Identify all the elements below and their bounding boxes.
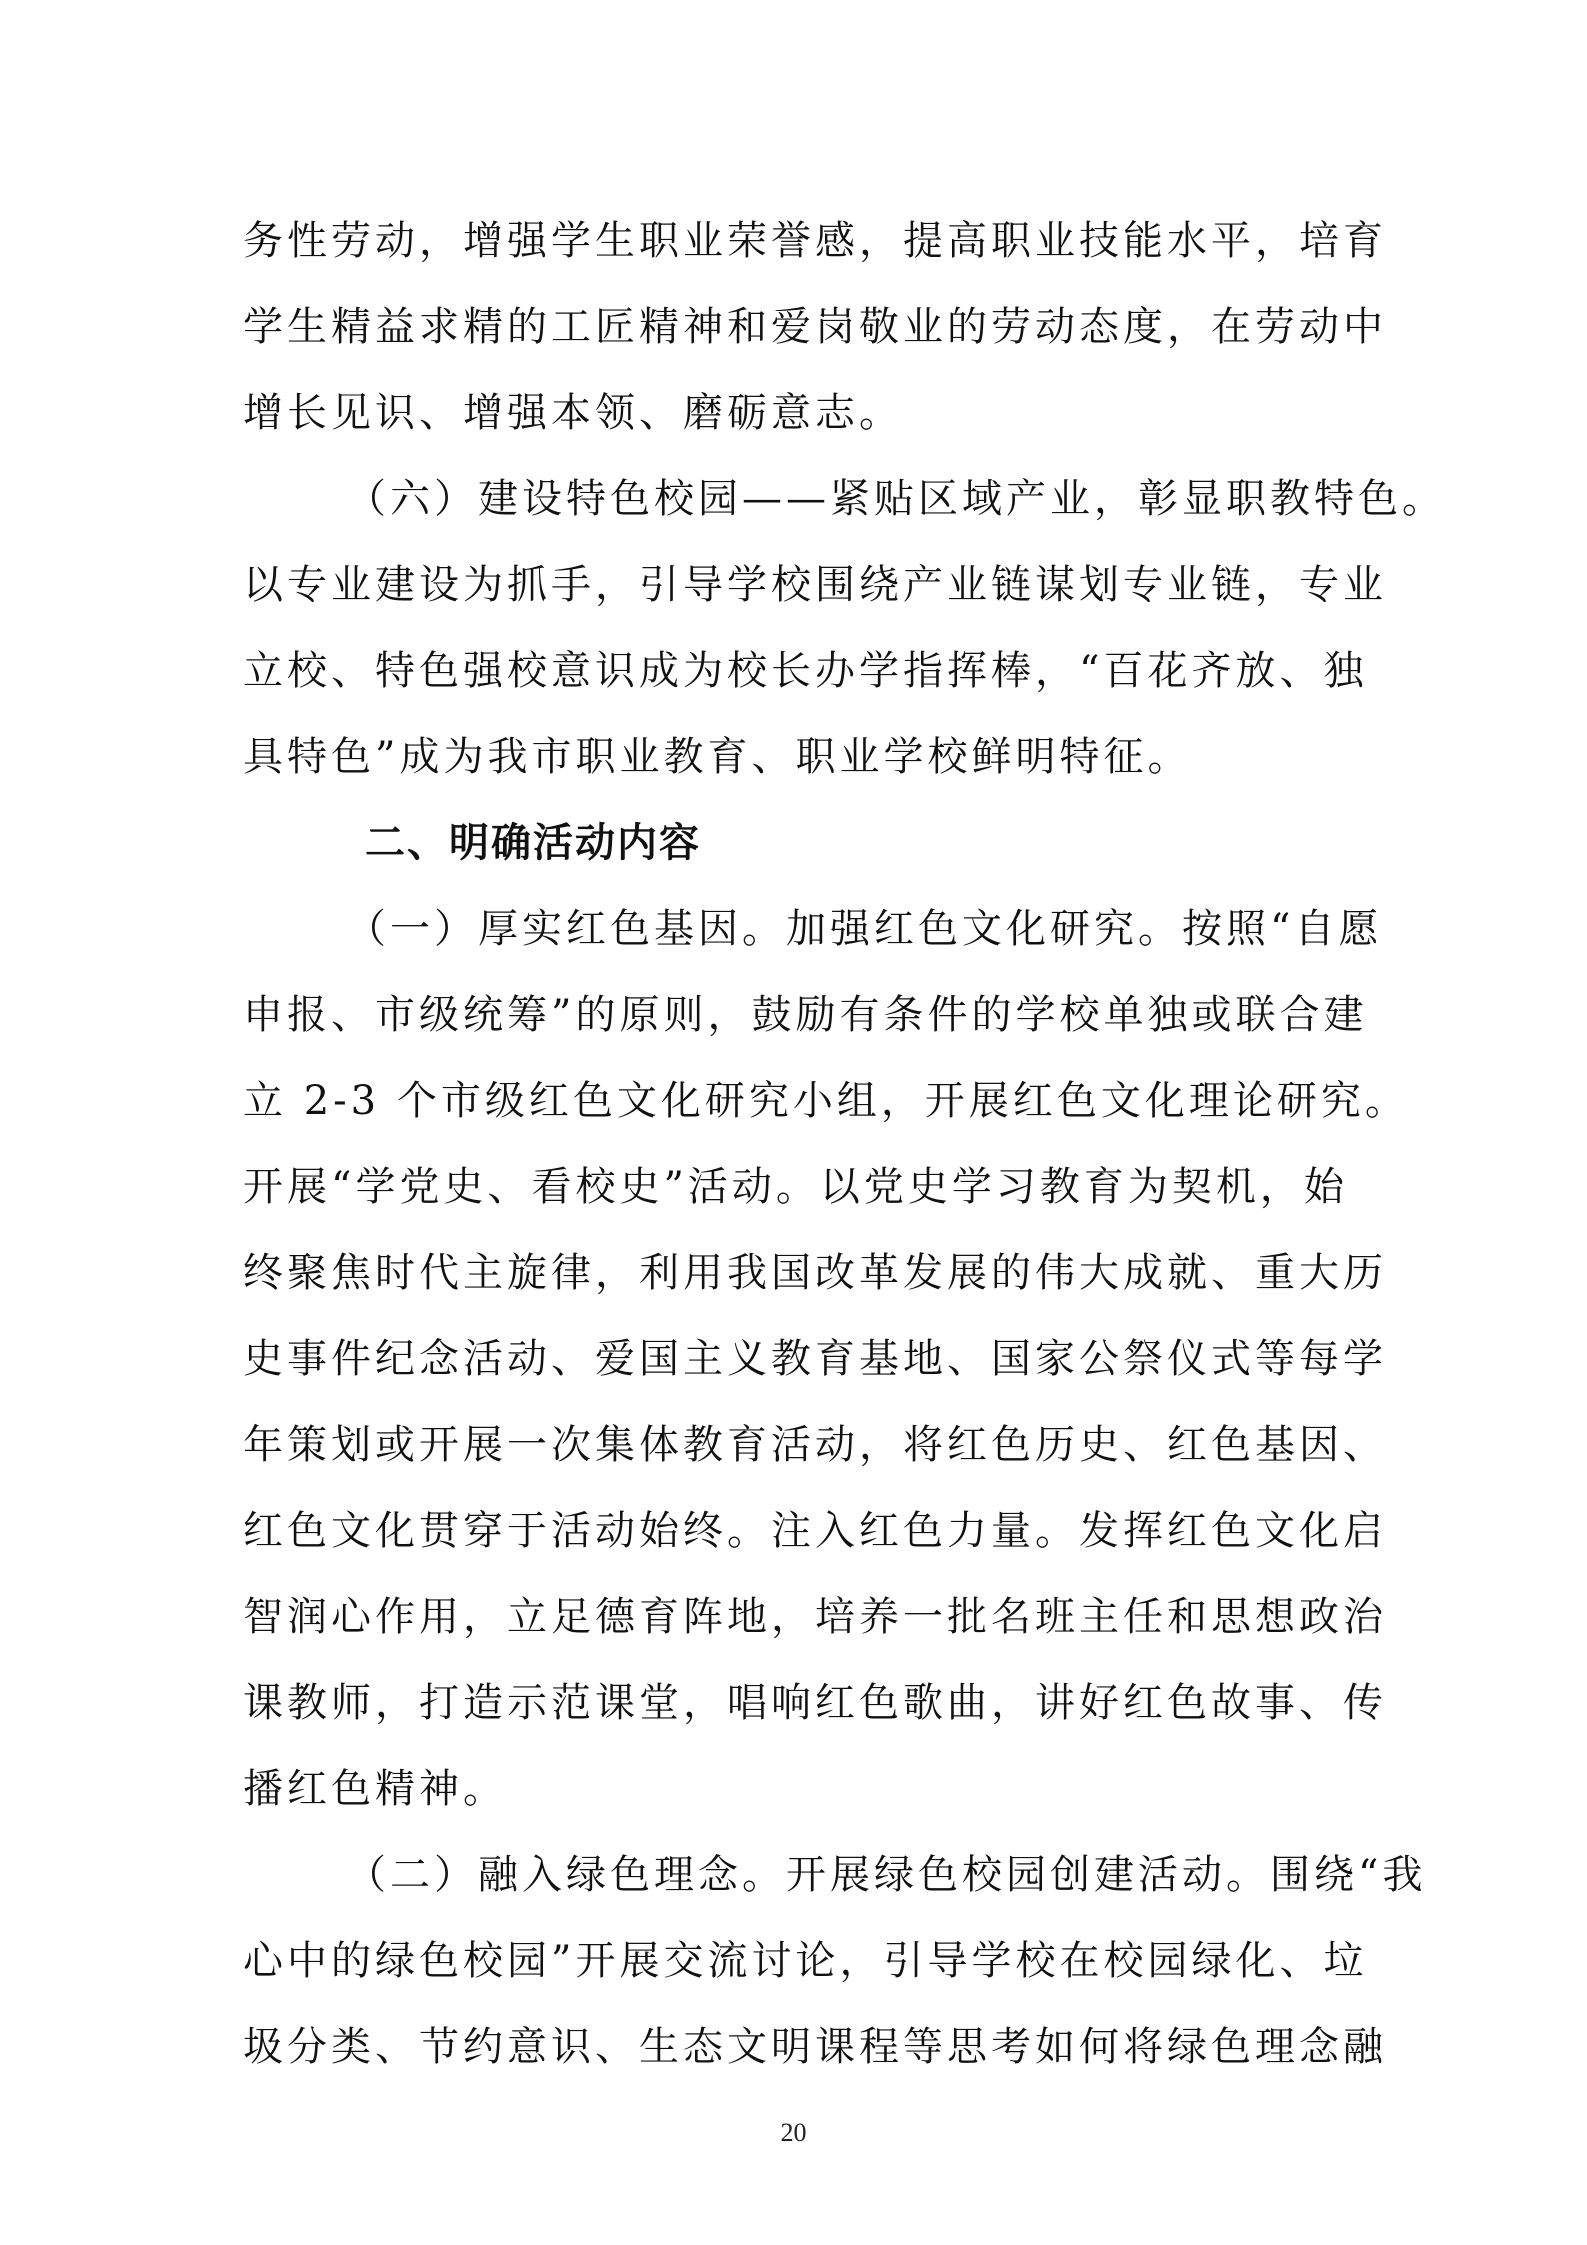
paragraph-line: 以专业建设为抓手，引导学校围绕产业链谋划专业链，专业 — [243, 562, 1387, 608]
page-number: 20 — [780, 2118, 807, 2147]
paragraph-line: 圾分类、节约意识、生态文明课程等思考如何将绿色理念融 — [243, 2024, 1387, 2070]
section-heading: 二、明确活动内容 — [365, 820, 701, 866]
paragraph-line: 心中的绿色校园”开展交流讨论，引导学校在校园绿化、垃 — [243, 1938, 1368, 1984]
paragraph-line: 终聚焦时代主旋律，利用我国改革发展的伟大成就、重大历 — [243, 1250, 1387, 1296]
paragraph-line: 课教师，打造示范课堂，唱响红色歌曲，讲好红色故事、传 — [243, 1680, 1387, 1726]
paragraph-line: 务性劳动，增强学生职业荣誉感，提高职业技能水平，培育 — [243, 218, 1387, 264]
paragraph-line: 智润心作用，立足德育阵地，培养一批名班主任和思想政治 — [243, 1594, 1387, 1640]
paragraph-line: （二）融入绿色理念。开展绿色校园创建活动。围绕“我 — [346, 1852, 1427, 1898]
paragraph-line: 具特色”成为我市职业教育、职业学校鲜明特征。 — [243, 734, 1192, 780]
paragraph-line: （一）厚实红色基因。加强红色文化研究。按照“自愿 — [346, 906, 1383, 952]
paragraph-line: 学生精益求精的工匠精神和爱岗敬业的劳动态度，在劳动中 — [243, 304, 1387, 350]
paragraph-line: 增长见识、增强本领、磨砺意志。 — [243, 390, 903, 436]
paragraph-line: 年策划或开展一次集体教育活动，将红色历史、红色基因、 — [243, 1422, 1387, 1468]
paragraph-line: 立 2-3 个市级红色文化研究小组，开展红色文化理论研究。 — [243, 1078, 1409, 1124]
paragraph-line: 红色文化贯穿于活动始终。注入红色力量。发挥红色文化启 — [243, 1508, 1387, 1554]
paragraph-line: 申报、市级统筹”的原则，鼓励有条件的学校单独或联合建 — [243, 992, 1368, 1038]
paragraph-line: 立校、特色强校意识成为校长办学指挥棒，“百花齐放、独 — [243, 648, 1368, 694]
paragraph-line: 史事件纪念活动、爱国主义教育基地、国家公祭仪式等每学 — [243, 1336, 1387, 1382]
paragraph-line: 播红色精神。 — [243, 1766, 507, 1812]
paragraph-line: 开展“学党史、看校史”活动。以党史学习教育为契机，始 — [243, 1164, 1348, 1210]
paragraph-line: （六）建设特色校园——紧贴区域产业，彰显职教特色。 — [346, 476, 1446, 522]
